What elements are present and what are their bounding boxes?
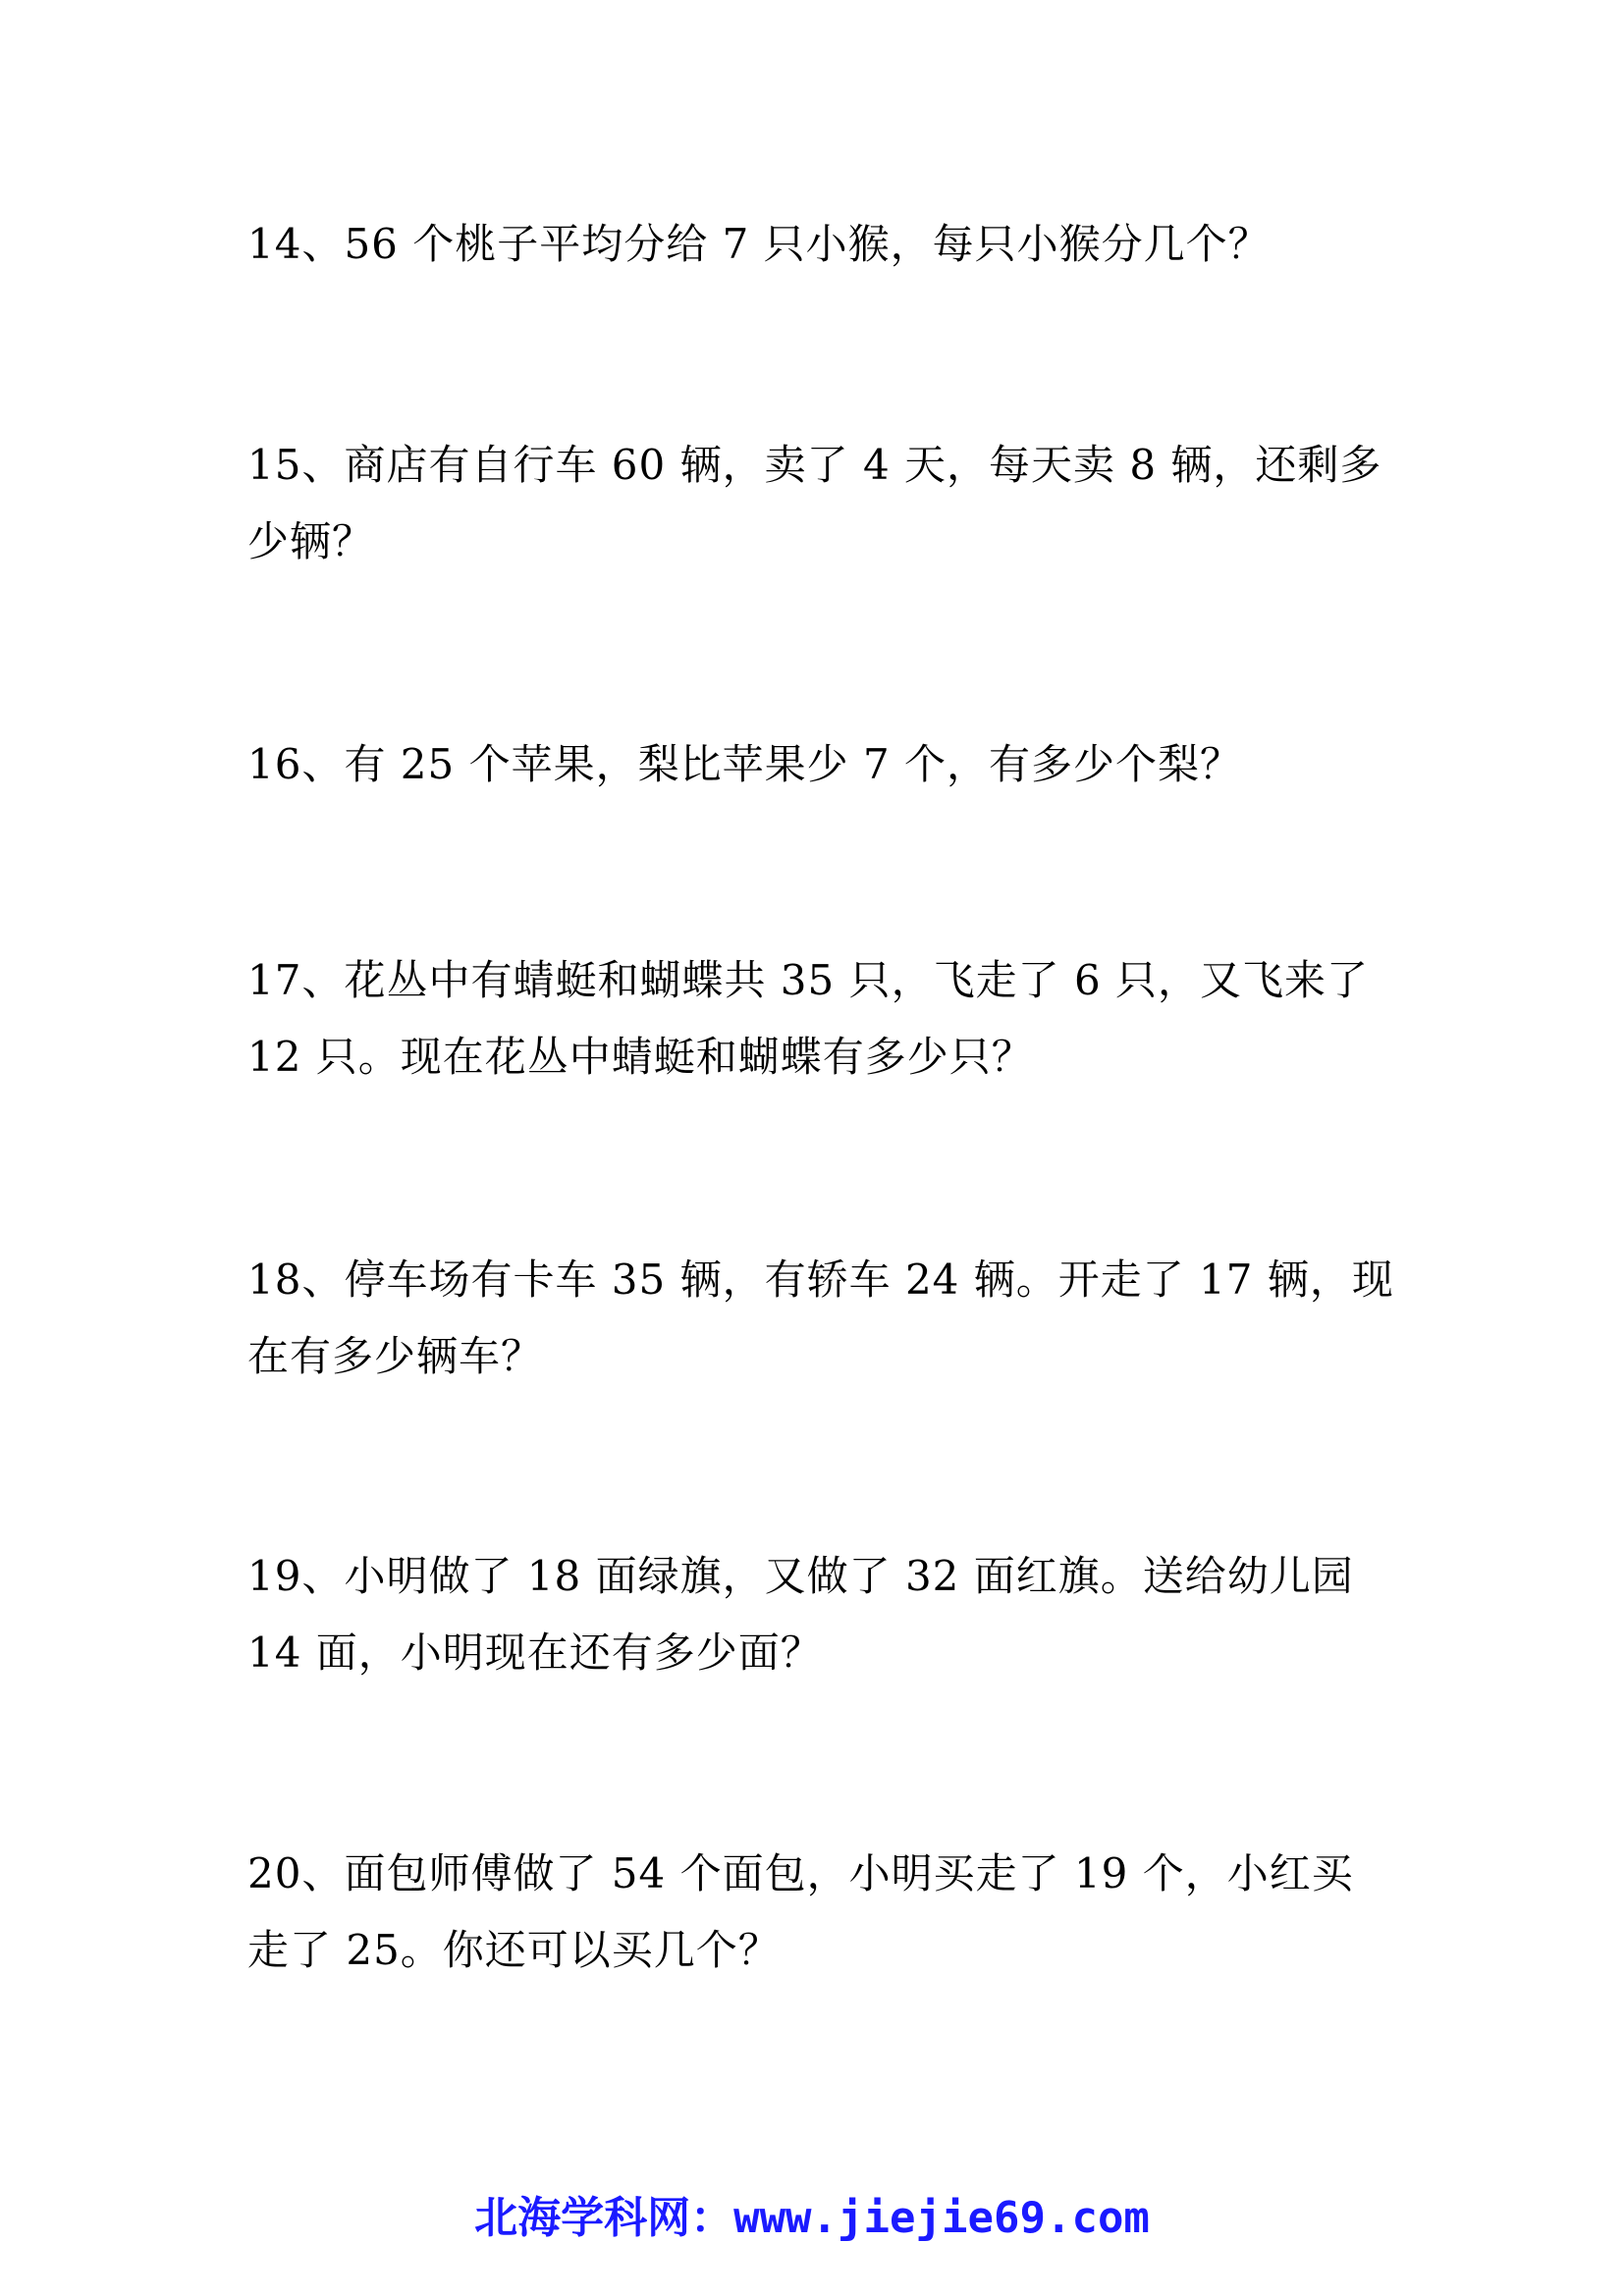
page-footer: [0, 2189, 1624, 2248]
question-17: 17、花丛中有蜻蜓和蝴蝶共 35 只，飞走了 6 只，又飞来了 12 只。现在花丛中蜻蜓和蝴蝶有多少只？: [247, 956, 1370, 1081]
question-20: 20、面包师傅做了 54 个面包，小明买走了 19 个，小红买走了 25。你还可以买几个？: [247, 1849, 1354, 1974]
question-14: 14、56 个桃子平均分给 7 只小猴，每只小猴分几个？: [247, 220, 1271, 268]
question-16: 16、有 25 个苹果，梨比苹果少 7 个，有多少个梨？: [247, 740, 1243, 788]
question-18: 18、停车场有卡车 35 辆，有轿车 24 辆。开走了 17 辆，现在有多少辆车？: [247, 1255, 1394, 1380]
question-19: 19、小明做了 18 面绿旗，又做了 32 面红旗。送给幼儿园 14 面，小明现在还有多少面？: [247, 1552, 1354, 1677]
footer-site-name: 北海学科网：: [474, 2193, 734, 2243]
question-15: 15、商店有自行车 60 辆，卖了 4 天，每天卖 8 辆，还剩多少辆？: [247, 441, 1382, 565]
footer-site-url[interactable]: www.jiejie69.com: [733, 2193, 1150, 2243]
